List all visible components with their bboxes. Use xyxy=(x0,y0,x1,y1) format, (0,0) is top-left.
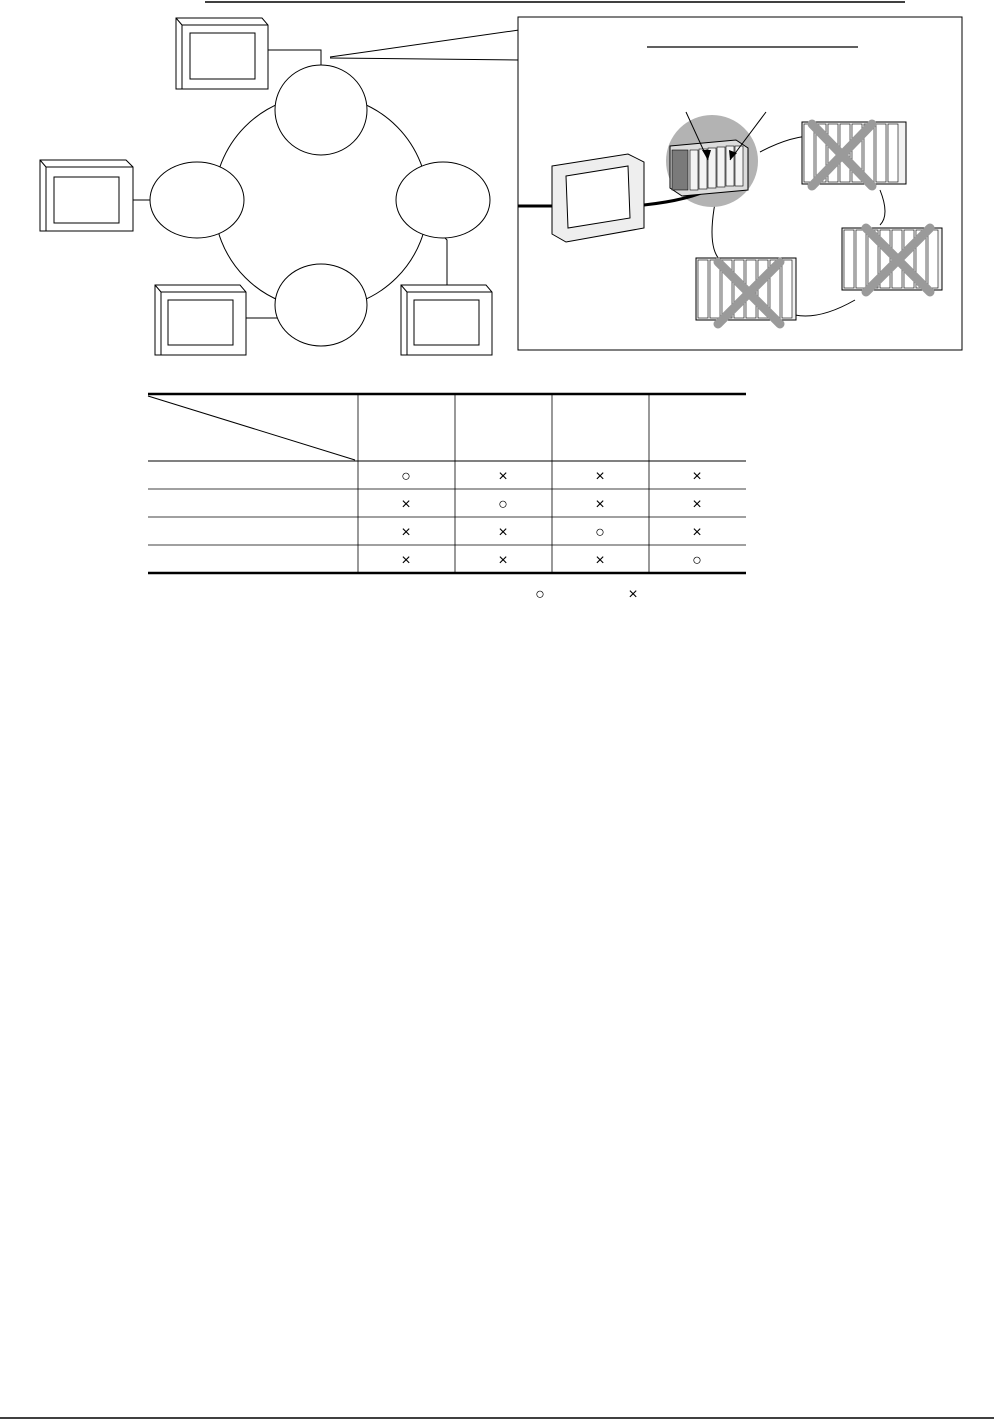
legend-unavailable-symbol: × xyxy=(628,586,638,603)
station-node-left xyxy=(150,162,244,238)
detail-hmi-panel xyxy=(552,154,644,242)
table-cell: × xyxy=(401,524,411,541)
terminal-left xyxy=(40,160,133,231)
table-cell: × xyxy=(498,524,508,541)
callout-line-upper xyxy=(330,30,519,57)
table-cell: ○ xyxy=(692,552,702,569)
legend-available-symbol: ○ xyxy=(535,586,545,603)
table-cell: × xyxy=(692,524,702,541)
terminal-bottom-right xyxy=(401,285,492,355)
plc-unavailable-top-right xyxy=(802,122,906,186)
table-cell: × xyxy=(498,468,508,485)
table-cell: × xyxy=(692,468,702,485)
availability-table xyxy=(148,394,746,603)
table-cell: × xyxy=(498,552,508,569)
ring-network-diagram xyxy=(40,18,492,355)
terminal-bottom-left xyxy=(155,285,246,355)
table-cell: × xyxy=(692,496,702,513)
header-diagonal xyxy=(148,396,355,460)
table-cell: × xyxy=(595,496,605,513)
table-cell: × xyxy=(595,552,605,569)
link-top xyxy=(268,50,321,66)
station-node-bottom xyxy=(275,264,367,346)
station-node-right xyxy=(396,162,490,238)
table-cell: × xyxy=(401,496,411,513)
table-cell: ○ xyxy=(401,468,411,485)
callout-line-lower xyxy=(330,58,519,60)
plc-unavailable-bottom xyxy=(696,258,796,324)
table-cell: × xyxy=(595,468,605,485)
table-cell: ○ xyxy=(595,524,605,541)
plc-unavailable-right xyxy=(842,228,942,292)
table-cell: ○ xyxy=(498,496,508,513)
station-node-top xyxy=(275,65,367,155)
detail-box xyxy=(518,17,962,350)
table-cell: × xyxy=(401,552,411,569)
link-right xyxy=(440,233,447,285)
terminal-top xyxy=(176,18,268,89)
